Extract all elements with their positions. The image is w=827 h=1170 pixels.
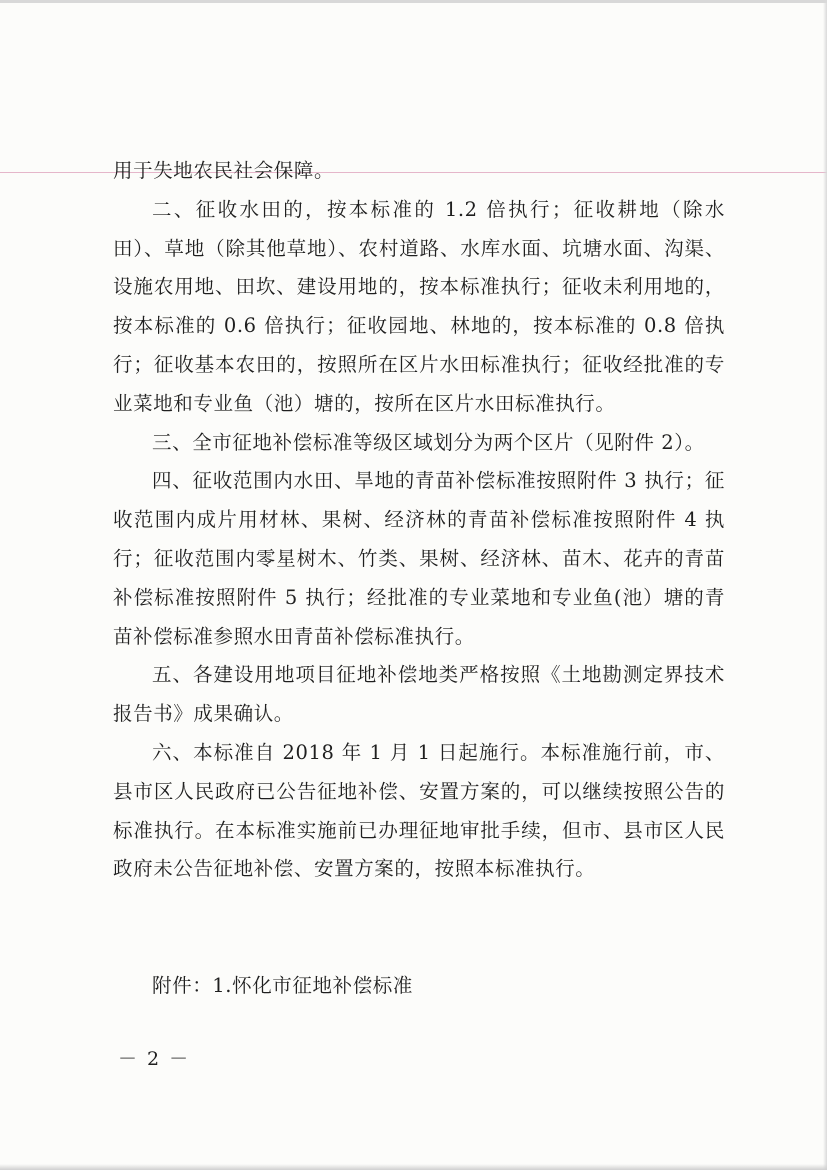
scan-edge-bottom (0, 1164, 827, 1170)
paragraph-continuation: 用于失地农民社会保障。 (113, 159, 335, 182)
scan-edge-top (0, 0, 827, 3)
attachment-line: 附件：1.怀化市征地补偿标准 (152, 974, 414, 997)
paragraph-item-4: 四、征收范围内水田、旱地的青苗补偿标准按照附件 3 执行；征收范围内成片用材林、果树、经济林的青苗补偿标准按照附件 4 执行；征收范围内零星树木、竹类、果树、经济林、苗木、花卉的青苗补偿标准按照附件 5 执行；经批准的专业菜地和专业鱼(池）塘的青苗补偿标准参照水田青苗补偿标准执行。 (113, 469, 725, 648)
paragraph-item-2: 二、征收水田的，按本标准的 1.2 倍执行；征收耕地（除水田）、草地（除其他草地）、农村道路、水库水面、坑塘水面、沟渠、设施农用地、田坎、建设用地的，按本标准执行；征收未利用地的，按本标准的 0.6 倍执行；征收园地、林地的，按本标准的 0.8 倍执行；征收基本农田的，按照所在区片水田标准执行；征收经批准的专业菜地和专业鱼（池）塘的，按所在区片水田标准执行。 (113, 197, 725, 415)
paragraph-item-3: 三、全市征地补偿标准等级区域划分为两个区片（见附件 2）。 (152, 430, 705, 454)
scan-edge-right (823, 0, 827, 1170)
page-number: － 2 － (118, 1048, 191, 1070)
document-body (113, 152, 725, 889)
paragraph-item-6: 六、本标准自 2018 年 1 月 1 日起施行。本标准施行前，市、县市区人民政府已公告征地补偿、安置方案的，可以继续按照公告的标准执行。在本标准实施前已办理征地审批手续，但市、县市区人民政府未公告征地补偿、安置方案的，按照本标准执行。 (113, 740, 725, 881)
paragraph-item-5: 五、各建设用地项目征地补偿地类严格按照《土地勘测定界技术报告书》成果确认。 (113, 663, 725, 726)
